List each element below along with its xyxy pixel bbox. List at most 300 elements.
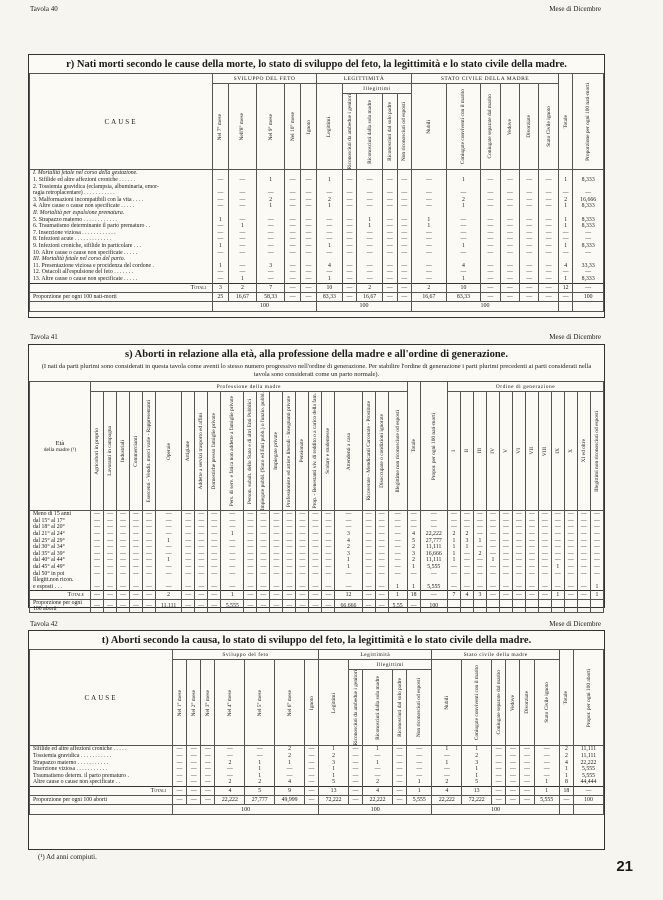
table-cell: — xyxy=(335,584,362,591)
col-header: Scolare e studentesse xyxy=(322,392,335,511)
table-cell: — xyxy=(349,773,363,780)
table-cell: — xyxy=(173,773,187,780)
table-cell: 2 xyxy=(317,197,343,204)
table-cell: — xyxy=(129,511,142,518)
table-cell: — xyxy=(301,230,317,237)
table-cell: — xyxy=(91,518,104,525)
table-cell: 2 xyxy=(257,197,285,204)
table-cell xyxy=(221,577,244,584)
table-cell: 1 xyxy=(363,760,393,767)
table-cell: — xyxy=(213,203,229,210)
row-label: 9. Infezioni croniche, sifilide in particolare . . . xyxy=(30,243,213,250)
table-cell: — xyxy=(305,760,319,767)
table-cell: — xyxy=(397,177,411,184)
table-row xyxy=(30,544,604,551)
table-42 xyxy=(28,630,605,850)
table-42-title: t) Aborti secondo la causa, lo stato di sviluppo del feto, la legittimità e lo stato civile della madre. xyxy=(101,635,532,646)
table-cell: — xyxy=(201,746,215,753)
table-cell: — xyxy=(499,591,512,600)
table-cell: 1 xyxy=(462,746,492,753)
col-header: VIII xyxy=(538,392,551,511)
table-cell: 1 xyxy=(446,177,481,184)
table-cell: 2 xyxy=(407,557,420,564)
table-cell: — xyxy=(208,511,221,518)
table-cell: — xyxy=(362,557,375,564)
table-cell: 11,111 xyxy=(155,600,181,613)
table-cell xyxy=(590,577,603,584)
table-cell: — xyxy=(446,217,481,224)
table-cell: — xyxy=(335,518,362,525)
table-cell: — xyxy=(460,571,473,578)
col-header: Ignoto xyxy=(301,84,317,170)
table-cell: 1 xyxy=(446,243,481,250)
table-cell: — xyxy=(383,243,397,250)
table-cell: — xyxy=(283,544,296,551)
table-cell: — xyxy=(512,571,525,578)
table-cell: — xyxy=(446,269,481,276)
table-cell: — xyxy=(551,538,564,545)
col-header: VII xyxy=(525,392,538,511)
table-cell: 8,333 xyxy=(573,243,604,250)
row-label: dal 30° al 34° xyxy=(30,544,91,551)
table-cell: 1 xyxy=(155,557,181,564)
table-cell: — xyxy=(129,591,142,600)
col-header: Legittimi xyxy=(317,84,343,170)
table-cell: — xyxy=(388,531,407,538)
table-cell: — xyxy=(182,518,195,525)
table-cell: — xyxy=(228,230,256,237)
table-cell: 1 xyxy=(363,746,393,753)
table-cell: — xyxy=(357,203,383,210)
table-cell: — xyxy=(539,250,558,257)
table-cell: — xyxy=(173,796,187,805)
table-cell: — xyxy=(397,250,411,257)
table-cell: — xyxy=(383,230,397,237)
table-cell xyxy=(486,600,499,613)
table-cell: — xyxy=(187,796,201,805)
table-cell: — xyxy=(309,518,322,525)
table-cell: — xyxy=(285,243,301,250)
table-cell: — xyxy=(228,203,256,210)
table-cell: — xyxy=(407,571,420,578)
col-header: Nel 6° mese xyxy=(275,660,305,746)
table-cell xyxy=(270,577,283,584)
table-cell: 1 xyxy=(317,276,343,283)
proportion-label: Proporzione per ogni 100 nati-morti xyxy=(30,292,213,301)
table-41-title: s) Aborti in relazione alla età, alla professione della madre e all'ordine di generazione. xyxy=(125,349,508,360)
table-cell: — xyxy=(590,518,603,525)
table-cell: — xyxy=(500,243,519,250)
table-cell: — xyxy=(244,571,257,578)
table-row xyxy=(30,269,604,276)
table-cell: — xyxy=(322,524,335,531)
table-cell: 22,222 xyxy=(215,796,245,805)
table-cell: — xyxy=(512,538,525,545)
table-cell: — xyxy=(486,591,499,600)
col-header: Disoccupate o condizioni ignorate xyxy=(375,392,388,511)
col-header: X xyxy=(564,392,577,511)
table-cell: — xyxy=(492,787,506,796)
table-cell: — xyxy=(103,591,116,600)
col-header: Riconosciuti da ambedue i genitori xyxy=(342,94,356,170)
table-cell: — xyxy=(305,773,319,780)
table-cell: — xyxy=(486,538,499,545)
table-cell: — xyxy=(407,760,432,767)
table-cell: — xyxy=(538,531,551,538)
table-cell: — xyxy=(539,217,558,224)
table-cell: — xyxy=(551,557,564,564)
table-cell: 2 xyxy=(559,753,573,760)
table-cell: — xyxy=(309,544,322,551)
table-cell: — xyxy=(129,538,142,545)
col-totale: Totale xyxy=(558,74,572,170)
table-cell xyxy=(301,184,317,191)
table-row xyxy=(30,557,604,564)
table-cell: — xyxy=(393,779,407,786)
table-cell: — xyxy=(460,551,473,558)
table-cell: — xyxy=(103,551,116,558)
table-cell: — xyxy=(500,230,519,237)
table-cell xyxy=(182,577,195,584)
table-cell: 1 xyxy=(412,223,447,230)
table-cell: — xyxy=(362,524,375,531)
table-cell: — xyxy=(520,773,534,780)
table-cell: — xyxy=(534,760,559,767)
table-cell: — xyxy=(590,564,603,571)
table-cell: — xyxy=(155,524,181,531)
table-cell: — xyxy=(407,600,420,613)
table-cell: — xyxy=(129,524,142,531)
col-header: Non riconosciuti od esposti xyxy=(407,670,432,746)
col-header: Pensionate xyxy=(296,392,309,511)
table-cell: 8,333 xyxy=(573,177,604,184)
table-cell: 1 xyxy=(432,760,462,767)
table-cell: — xyxy=(538,524,551,531)
table-cell: — xyxy=(525,524,538,531)
table-cell: — xyxy=(244,551,257,558)
table-cell: — xyxy=(539,243,558,250)
table-cell: — xyxy=(538,544,551,551)
hundred-legittimita: 100 xyxy=(317,301,412,311)
table-cell: — xyxy=(301,197,317,204)
table-cell: 2 xyxy=(363,779,393,786)
table-cell: — xyxy=(473,524,486,531)
col-header: Vedove xyxy=(506,660,520,746)
table-cell: 7 xyxy=(257,283,285,292)
table-cell: — xyxy=(481,223,500,230)
table-cell: — xyxy=(383,203,397,210)
table-cell: 7 xyxy=(447,591,460,600)
table-cell: — xyxy=(155,571,181,578)
table-cell: 13 xyxy=(462,787,492,796)
table-cell: — xyxy=(577,564,590,571)
table-cell: 1 xyxy=(447,557,460,564)
table-cell: — xyxy=(155,518,181,525)
table-cell: — xyxy=(103,584,116,591)
table-cell: 1 xyxy=(460,544,473,551)
table-cell: — xyxy=(412,203,447,210)
table-cell: — xyxy=(116,518,129,525)
eta-header: Età della madre (¹) xyxy=(30,382,91,511)
table-cell: — xyxy=(208,524,221,531)
table-cell: — xyxy=(564,571,577,578)
table-cell: — xyxy=(215,766,245,773)
table-cell: — xyxy=(91,564,104,571)
table-row xyxy=(30,256,604,263)
table-cell: — xyxy=(195,531,208,538)
table-cell: — xyxy=(539,230,558,237)
table-cell: — xyxy=(486,564,499,571)
table-cell: 1 xyxy=(559,766,573,773)
table-cell xyxy=(342,184,356,191)
table-cell: — xyxy=(301,190,317,197)
table-cell: 3 xyxy=(460,538,473,545)
table-cell: — xyxy=(506,766,520,773)
table-cell: 2 xyxy=(447,531,460,538)
table-cell: — xyxy=(412,177,447,184)
table-cell: — xyxy=(317,269,343,276)
table-cell xyxy=(539,184,558,191)
table-cell: — xyxy=(187,760,201,767)
table-cell: 2 xyxy=(462,753,492,760)
table-cell: — xyxy=(499,531,512,538)
table-cell xyxy=(228,184,256,191)
col-header: Nell'8° mese xyxy=(228,84,256,170)
table-cell: — xyxy=(383,197,397,204)
col-header: Nubili xyxy=(412,84,447,170)
table-cell: 2 xyxy=(155,591,181,600)
table-cell xyxy=(362,577,375,584)
table-cell: — xyxy=(309,571,322,578)
table-cell: — xyxy=(221,544,244,551)
table-cell: 16,666 xyxy=(573,197,604,204)
table-cell: — xyxy=(383,283,397,292)
table-cell: — xyxy=(362,551,375,558)
table-cell: — xyxy=(388,518,407,525)
table-cell: — xyxy=(534,753,559,760)
col-header: Coniugate conviventi con il marito xyxy=(462,660,492,746)
table-cell: — xyxy=(375,564,388,571)
table-cell: — xyxy=(257,531,270,538)
table-cell: 2 xyxy=(559,746,573,753)
table-cell: — xyxy=(342,217,356,224)
table-cell: — xyxy=(577,557,590,564)
table-cell: — xyxy=(577,518,590,525)
table-cell: — xyxy=(309,531,322,538)
table-cell: — xyxy=(499,511,512,518)
table-cell: — xyxy=(103,600,116,613)
table-cell: — xyxy=(342,250,356,257)
table-row xyxy=(30,210,604,217)
table-cell: 1 xyxy=(228,276,256,283)
table-cell: — xyxy=(228,269,256,276)
table-cell: 4 xyxy=(335,538,362,545)
table-cell: — xyxy=(116,531,129,538)
table-cell: — xyxy=(342,283,356,292)
table-cell: 33,33 xyxy=(573,263,604,270)
table-cell: — xyxy=(446,230,481,237)
table-cell: — xyxy=(342,203,356,210)
table-cell: — xyxy=(375,600,388,613)
table-cell: — xyxy=(534,746,559,753)
table-cell: — xyxy=(283,564,296,571)
table-cell: — xyxy=(285,250,301,257)
table-cell: — xyxy=(481,197,500,204)
table-cell: — xyxy=(349,753,363,760)
table-cell: 1 xyxy=(317,177,343,184)
table-cell: — xyxy=(412,276,447,283)
table-cell: — xyxy=(309,524,322,531)
table-cell: 1 xyxy=(407,779,432,786)
table-cell: — xyxy=(195,524,208,531)
table-cell: — xyxy=(506,779,520,786)
table-cell: — xyxy=(201,787,215,796)
table-cell: — xyxy=(539,197,558,204)
table-cell: 1 xyxy=(221,531,244,538)
table-cell: — xyxy=(296,557,309,564)
table-cell: 16,67 xyxy=(228,292,256,301)
table-cell xyxy=(446,184,481,191)
table-row xyxy=(30,564,604,571)
table-cell: 1 xyxy=(245,760,275,767)
table-cell: — xyxy=(257,190,285,197)
table-cell xyxy=(335,577,362,584)
table-cell: — xyxy=(182,524,195,531)
table-cell: — xyxy=(481,292,500,301)
table-cell: 5,555 xyxy=(420,564,447,571)
table-cell: — xyxy=(116,557,129,564)
table-cell: — xyxy=(283,538,296,545)
table-cell: — xyxy=(257,584,270,591)
table-row xyxy=(30,190,604,197)
table-cell: — xyxy=(116,600,129,613)
table-cell: — xyxy=(357,276,383,283)
table-cell: — xyxy=(534,773,559,780)
table-cell: — xyxy=(481,236,500,243)
table-cell: — xyxy=(481,283,500,292)
table-cell: — xyxy=(283,584,296,591)
table-cell: — xyxy=(103,524,116,531)
table-cell: — xyxy=(221,518,244,525)
table-cell: — xyxy=(296,564,309,571)
table-cell: — xyxy=(129,557,142,564)
table-cell: — xyxy=(492,779,506,786)
table-cell: — xyxy=(520,779,534,786)
table-cell: — xyxy=(215,753,245,760)
table-cell: — xyxy=(577,571,590,578)
table-cell: — xyxy=(228,217,256,224)
table-cell: — xyxy=(375,571,388,578)
table-cell: — xyxy=(512,557,525,564)
table-cell: — xyxy=(155,544,181,551)
table-cell: — xyxy=(335,571,362,578)
col-header: Nel 3° mese xyxy=(201,660,215,746)
table-cell: — xyxy=(500,177,519,184)
table-cell: — xyxy=(296,551,309,558)
table-cell: 3 xyxy=(213,283,229,292)
row-label: dal 45° al 49° xyxy=(30,564,91,571)
table-cell: — xyxy=(412,197,447,204)
table-cell: — xyxy=(195,564,208,571)
table-cell: — xyxy=(500,217,519,224)
table-cell xyxy=(397,184,411,191)
table-cell: — xyxy=(285,236,301,243)
table-cell xyxy=(551,600,564,613)
table-cell: — xyxy=(173,746,187,753)
table-cell: — xyxy=(257,538,270,545)
table-cell: — xyxy=(322,571,335,578)
section-label: I. Mortalità fetale nel corso della gestazione. xyxy=(30,170,213,177)
table-cell: — xyxy=(142,564,155,571)
table-cell: — xyxy=(305,746,319,753)
table-cell: 1 xyxy=(446,276,481,283)
col-header: Divorziate xyxy=(520,660,534,746)
month-label: Mese di Dicembre xyxy=(549,5,601,13)
table-cell xyxy=(116,577,129,584)
col-header: Impiegate pubbl. (Stato ed Enti pubb.) o funzio. pubbl. xyxy=(257,392,270,511)
col-header: Nel 2° mese xyxy=(187,660,201,746)
table-cell: — xyxy=(213,230,229,237)
table-cell: 1 xyxy=(155,538,181,545)
table-cell: 16,67 xyxy=(357,292,383,301)
table-cell: — xyxy=(257,571,270,578)
row-label: 2. Tossiemia gravidica (eclampsia, albuminaria, emor- xyxy=(30,184,213,191)
table-cell: — xyxy=(257,269,285,276)
totals-label: Totale xyxy=(30,591,91,600)
hundred-legittimita: 100 xyxy=(319,805,432,815)
table-cell: 2 xyxy=(245,779,275,786)
table-row xyxy=(30,243,604,250)
table-cell: — xyxy=(342,230,356,237)
col-header: I xyxy=(447,392,460,511)
table-cell: 5,555 xyxy=(574,766,604,773)
table-cell: — xyxy=(309,557,322,564)
page-number: 21 xyxy=(616,858,633,875)
table-cell: — xyxy=(357,190,383,197)
table-cell xyxy=(420,577,447,584)
table-cell: — xyxy=(525,571,538,578)
table-cell: 2 xyxy=(335,544,362,551)
table-cell: 1 xyxy=(558,243,572,250)
table-cell: — xyxy=(558,190,572,197)
table-cell: — xyxy=(500,236,519,243)
table-cell: — xyxy=(257,223,285,230)
col-header: Coniugate separate dal marito xyxy=(481,84,500,170)
table-cell: — xyxy=(512,551,525,558)
table-cell: — xyxy=(244,557,257,564)
table-cell: — xyxy=(407,773,432,780)
table-cell: 1 xyxy=(447,538,460,545)
table-cell xyxy=(500,184,519,191)
col-header: Stato Civile ignoto xyxy=(539,84,558,170)
table-cell xyxy=(573,184,604,191)
table-cell: 5,55 xyxy=(388,600,407,613)
table-cell: — xyxy=(317,223,343,230)
table-cell: — xyxy=(492,796,506,805)
table-cell: — xyxy=(407,753,432,760)
row-label: 8. Infezioni acute . . . . . . . . . . . . . xyxy=(30,236,213,243)
table-cell: — xyxy=(446,190,481,197)
table-cell: 5 xyxy=(407,538,420,545)
table-cell xyxy=(577,577,590,584)
table-cell: — xyxy=(309,591,322,600)
table-cell: — xyxy=(383,250,397,257)
table-cell xyxy=(525,577,538,584)
table-cell xyxy=(244,577,257,584)
table-cell: 8,333 xyxy=(573,203,604,210)
table-cell: — xyxy=(195,591,208,600)
table-cell: — xyxy=(270,584,283,591)
